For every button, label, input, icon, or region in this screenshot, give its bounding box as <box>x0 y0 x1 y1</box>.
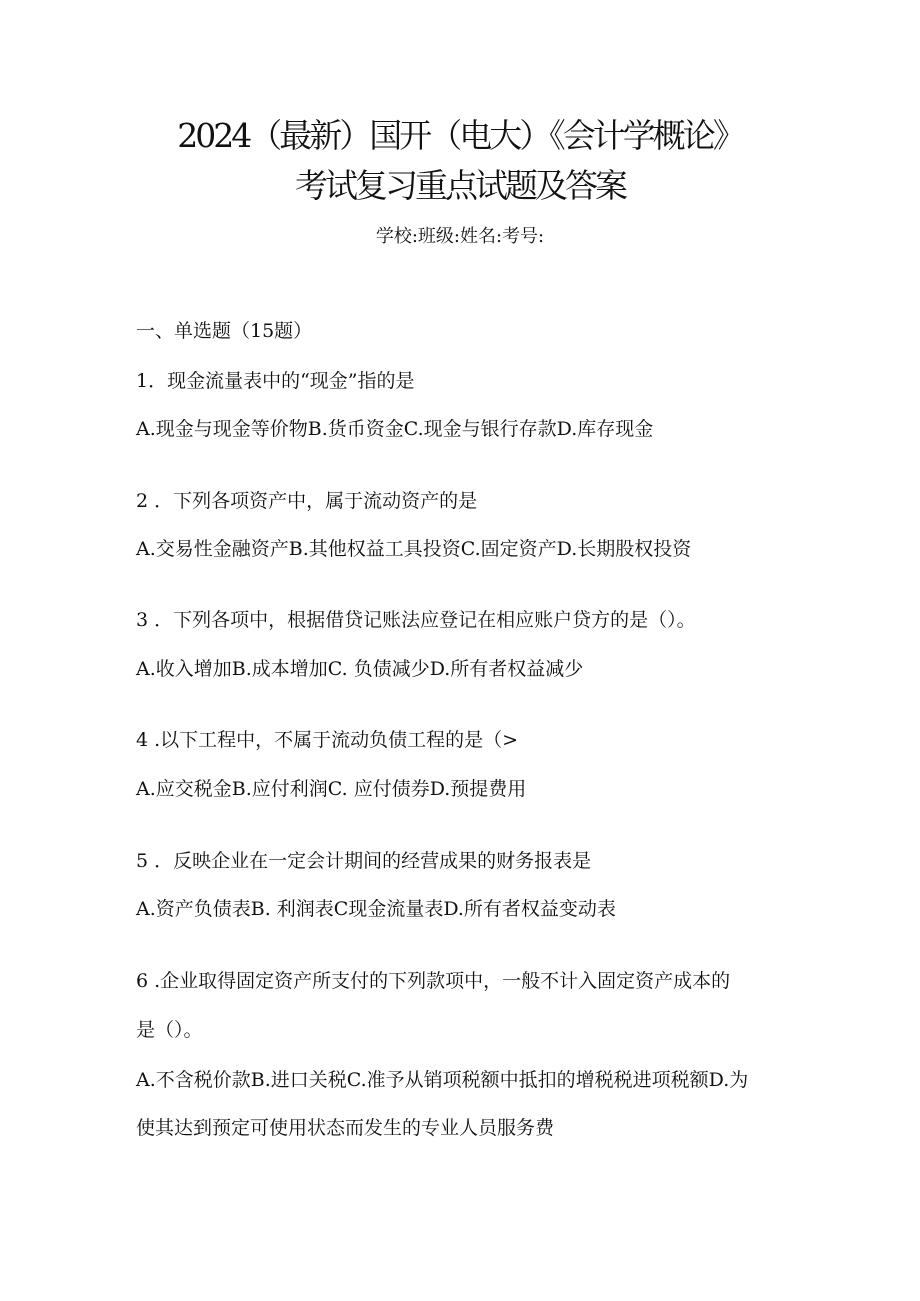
question-6-stem-line-1: 6 .企业取得固定资产所支付的下列款项中，一般不计入固定资产成本的 <box>136 970 731 992</box>
question-5-options: A.资产负债表B. 利润表C现金流量表D.所有者权益变动表 <box>136 898 616 920</box>
question-6-options-line-1: A.不含税价款B.进口关税C.准予从销项税额中抵扣的增税税进项税额D.为 <box>136 1069 749 1091</box>
question-5-stem: 5 ．反映企业在一定会计期间的经营成果的财务报表是 <box>136 850 592 872</box>
question-6-options-line-2: 使其达到预定可使用状态而发生的专业人员服务费 <box>136 1117 555 1139</box>
question-3-options: A.收入增加B.成本增加C. 负债减少D.所有者权益减少 <box>136 658 584 680</box>
question-6-stem-line-2: 是（）。 <box>136 1019 203 1041</box>
question-1-stem: 1．现金流量表中的“现金”指的是 <box>136 370 415 392</box>
question-2-options: A.交易性金融资产B.其他权益工具投资C.固定资产D.长期股权投资 <box>136 538 692 560</box>
document-title-line-2: 考试复习重点试题及答案 <box>295 166 625 205</box>
question-2-stem: 2 ．下列各项资产中，属于流动资产的是 <box>136 490 478 512</box>
question-1-options: A.现金与现金等价物B.货币资金C.现金与银行存款D.库存现金 <box>136 418 654 440</box>
question-4-options: A.应交税金B.应付利润C. 应付债券D.预提费用 <box>136 778 527 800</box>
question-3-stem: 3 ．下列各项中，根据借贷记账法应登记在相应账户贷方的是（）。 <box>136 609 696 631</box>
student-info-line: 学校:班级:姓名:考号: <box>375 226 545 247</box>
section-heading: 一、单选题（15题） <box>136 320 313 342</box>
document-title-line-1: 2024（最新）国开（电大）《会计学概论》 <box>177 116 743 155</box>
question-4-stem: 4 .以下工程中，不属于流动负债工程的是（> <box>136 729 519 751</box>
